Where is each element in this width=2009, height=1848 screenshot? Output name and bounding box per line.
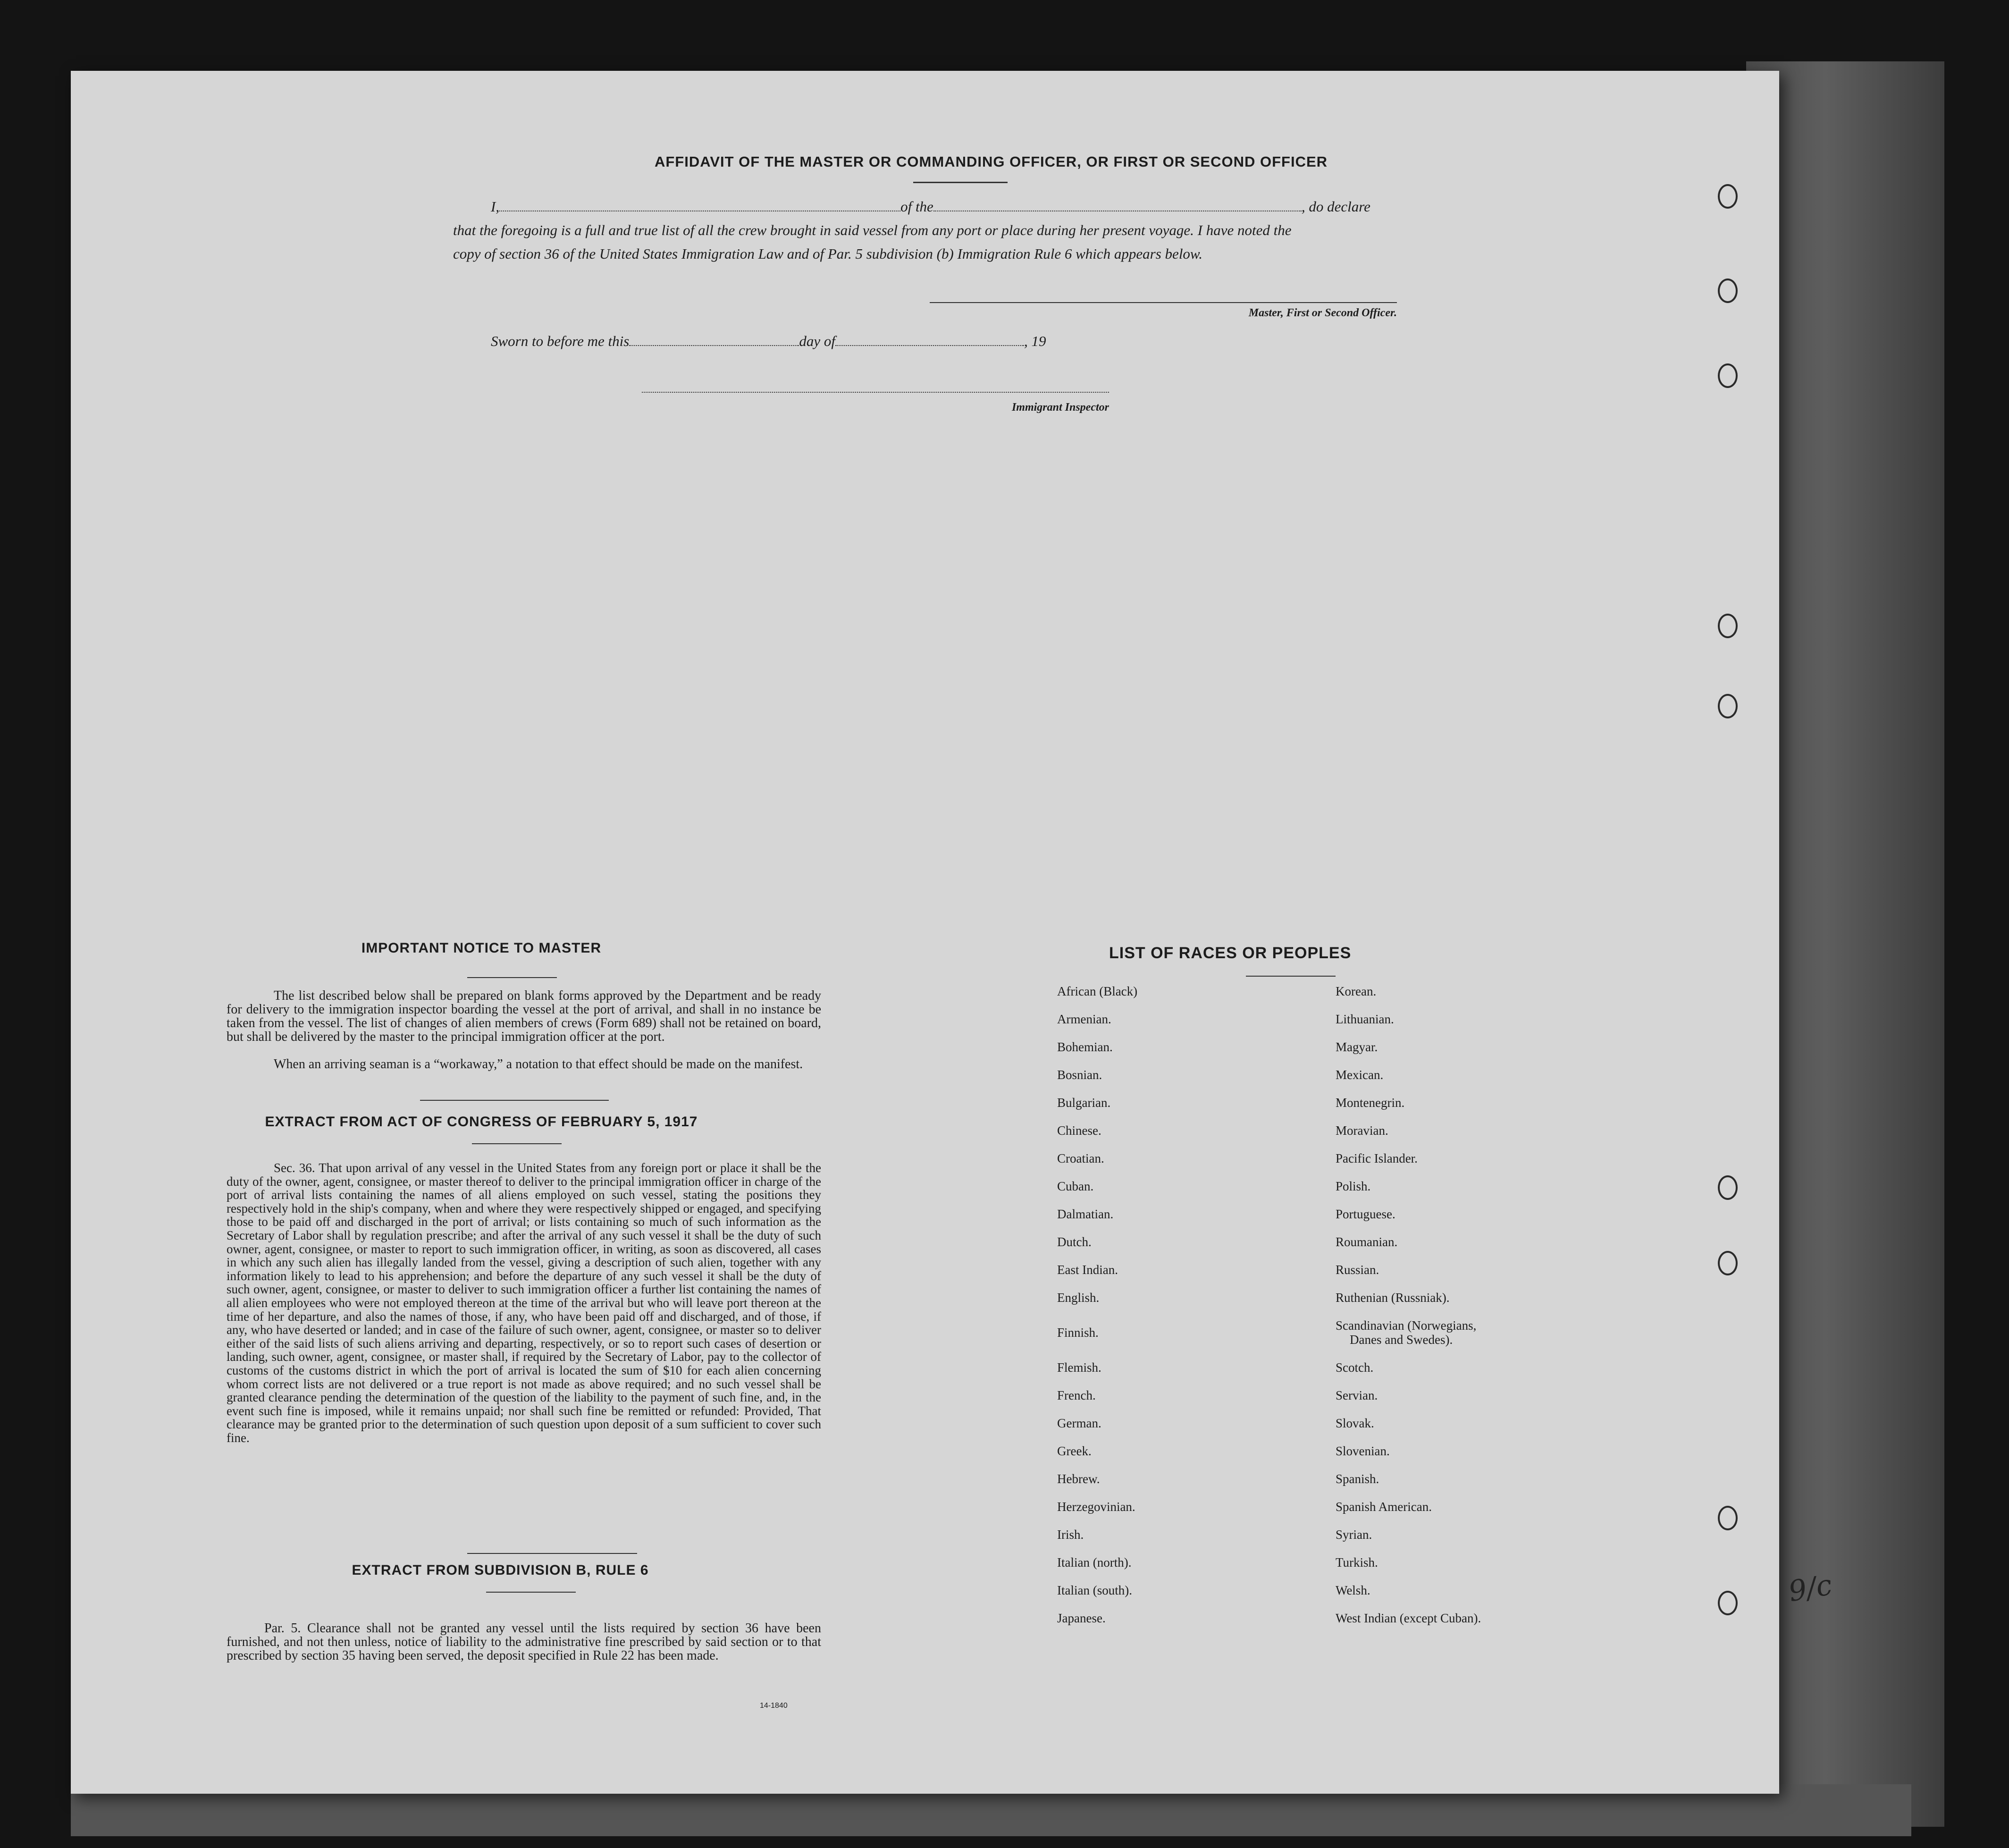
rule-extract-text: Par. 5. Clearance shall not be granted any vessel until the lists required by section 36 have been furnished, and not then unless, notice of liability to the administrative fine prescribed by said section or to that prescribed by section 35 having been served, the deposit specified in Rule 22 has been made.	[227, 1621, 821, 1663]
affidavit-line3: copy of section 36 of the United States Immigration Law and of Par. 5 subdivision (b) Immigration Rule 6 which appears below.	[453, 245, 1203, 262]
race-item: Dalmatian.	[1057, 1207, 1114, 1221]
inspector-signature-line	[642, 392, 1109, 393]
race-item: Dutch.	[1057, 1235, 1092, 1249]
races-left-column	[1057, 984, 1340, 1702]
race-item: Servian.	[1336, 1388, 1378, 1402]
binder-hole	[1718, 614, 1738, 638]
rule-extract-title: EXTRACT FROM SUBDIVISION B, RULE 6	[352, 1562, 649, 1578]
sworn-day-of: day of	[799, 333, 835, 349]
race-item: Croatian.	[1057, 1151, 1104, 1165]
binder-hole	[1718, 694, 1738, 718]
races-right-column	[1336, 984, 1600, 1702]
race-item: Pacific Islander.	[1336, 1151, 1418, 1165]
notice-underline	[467, 977, 557, 978]
race-item: African (Black)	[1057, 984, 1138, 998]
race-item: Syrian.	[1336, 1527, 1372, 1542]
race-item: Irish.	[1057, 1527, 1084, 1542]
rule-extract-underline	[486, 1592, 576, 1593]
sworn-prefix: Sworn to before me this	[491, 333, 630, 349]
act-extract-title: EXTRACT FROM ACT OF CONGRESS OF FEBRUARY 5, 1917	[265, 1114, 698, 1130]
race-item: Hebrew.	[1057, 1472, 1100, 1486]
race-item: Bohemian.	[1057, 1040, 1113, 1054]
binder-hole	[1718, 278, 1738, 303]
race-item: West Indian (except Cuban).	[1336, 1611, 1481, 1625]
race-item: Bulgarian.	[1057, 1096, 1111, 1110]
race-item: Cuban.	[1057, 1179, 1094, 1193]
affidavit-title: AFFIDAVIT OF THE MASTER OR COMMANDING OFFICER, OR FIRST OR SECOND OFFICER	[654, 153, 1328, 170]
race-item: Danes and Swedes).	[1350, 1333, 1453, 1347]
form-number: 14-1840	[760, 1702, 788, 1710]
race-item: Finnish.	[1057, 1325, 1099, 1340]
races-underline	[1246, 976, 1336, 977]
race-item: Chinese.	[1057, 1123, 1101, 1138]
binder-hole	[1718, 1506, 1738, 1530]
race-item: Greek.	[1057, 1444, 1092, 1458]
act-extract-text: Sec. 36. That upon arrival of any vessel in the United States from any foreign port or place it shall be the duty of the owner, agent, consignee, or master thereof to deliver to the principal immigration officer in charge of the port of arrival lists containing the names of all aliens employed on such vessel, stating the positions they respectively hold in the ship's company, when and where they were respectively shipped or engaged, and specifying those to be paid off and discharged in the port of arrival; or lists containing so much of such information as the Secretary of Labor shall by regulation prescribe; and after the arrival of any such vessel it shall be the duty of such owner, agent, consignee, or master to report to such immigration officer, in writing, as soon as discovered, all cases in which any such alien has illegally landed from the vessel, giving a description of such alien, together with any information likely to lead to his apprehension; and before the departure of any such vessel it shall be the duty of such owner, agent, consignee, or master to deliver to such immigration officer a further list containing the names of all alien employees who were not employed thereon at the time of the arrival but who will leave port thereon at the time of her departure, and also the names of those, if any, who have been paid off and discharged, and of those, if any, who have deserted or landed; and in case of the failure of such owner, agent, consignee, or master so to deliver either of the said lists of such aliens arriving and departing, respectively, or so to report such cases of desertion or landing, such owner, agent, consignee, or master shall, if required by the Secretary of Labor, pay to the collector of customs of the customs district in which the port of arrival is located the sum of $10 for each alien concerning whom correct lists are not delivered or a true report is not made as above required; and no such vessel shall be granted clearance pending the determination of the question of the liability to the payment of such fine, and, in the event such fine is imposed, while it remains unpaid; nor shall such fine be remitted or refunded: Provided, That clearance may be granted prior to the determination of such question upon deposit of a sum sufficient to cover such fine.	[227, 1161, 821, 1445]
sworn-line	[491, 333, 1046, 350]
race-item: Spanish American.	[1336, 1500, 1432, 1514]
races-title: LIST OF RACES OR PEOPLES	[1109, 944, 1352, 962]
race-item: Russian.	[1336, 1263, 1379, 1277]
race-item: Flemish.	[1057, 1360, 1101, 1375]
binder-hole	[1718, 1591, 1738, 1615]
race-item: Roumanian.	[1336, 1235, 1398, 1249]
race-item: Italian (south).	[1057, 1583, 1132, 1597]
race-item: Welsh.	[1336, 1583, 1370, 1597]
affidavit-declare: , do declare	[1301, 198, 1370, 215]
race-item: English.	[1057, 1291, 1100, 1305]
sworn-month-blank	[835, 345, 1024, 346]
race-item: Japanese.	[1057, 1611, 1106, 1625]
binder-hole	[1718, 1175, 1738, 1200]
race-item: Herzegovinian.	[1057, 1500, 1135, 1514]
race-item: Korean.	[1336, 984, 1377, 998]
race-item: Polish.	[1336, 1179, 1371, 1193]
race-item: Scotch.	[1336, 1360, 1374, 1375]
race-item: Slovak.	[1336, 1416, 1374, 1430]
race-item: East Indian.	[1057, 1263, 1118, 1277]
race-item: Bosnian.	[1057, 1068, 1102, 1082]
signature-line	[930, 302, 1397, 303]
affidavit-line2: that the foregoing is a full and true list of all the crew brought in said vessel from any port or place during her present voyage. I have noted the	[453, 222, 1292, 238]
race-item: Lithuanian.	[1336, 1012, 1394, 1026]
race-item: Magyar.	[1336, 1040, 1378, 1054]
sworn-day-blank	[629, 345, 799, 346]
race-item: Moravian.	[1336, 1123, 1388, 1138]
title-underline	[913, 182, 1008, 183]
affidavit-of-the: of the	[900, 198, 933, 215]
race-item: German.	[1057, 1416, 1101, 1430]
binder-hole	[1718, 1251, 1738, 1275]
race-item: Scandinavian (Norwegians,	[1336, 1318, 1477, 1333]
affidavit-i: I,	[491, 198, 500, 215]
binder-hole	[1718, 363, 1738, 388]
affidavit-line1	[491, 198, 1370, 215]
signature-label: Master, First or Second Officer.	[1248, 307, 1397, 319]
race-item: Italian (north).	[1057, 1555, 1132, 1570]
notice-paragraph-1: The list described below shall be prepared on blank forms approved by the Department and be ready for delivery to the immigration inspector boarding the vessel at the port of arrival, and shall in no instance be taken from the vessel. The list of changes of alien members of crews (Form 689) shall not be retained on board, but shall be delivered by the master to the principal immigration officer at the port.	[227, 988, 821, 1044]
margin-annotation: 9/c	[1786, 1568, 1835, 1609]
binder-hole	[1718, 184, 1738, 209]
race-item: Ruthenian (Russniak).	[1336, 1291, 1450, 1305]
race-item: Montenegrin.	[1336, 1096, 1405, 1110]
race-item: Armenian.	[1057, 1012, 1111, 1026]
race-item: Mexican.	[1336, 1068, 1384, 1082]
notice-paragraph-2: When an arriving seaman is a “workaway,” a notation to that effect should be made on the manifest.	[274, 1057, 803, 1072]
race-item: French.	[1057, 1388, 1096, 1402]
race-item: Turkish.	[1336, 1555, 1378, 1570]
notice-title: IMPORTANT NOTICE TO MASTER	[361, 940, 602, 956]
sworn-year: , 19	[1024, 333, 1046, 349]
document-page	[71, 71, 1835, 1794]
race-item: Slovenian.	[1336, 1444, 1390, 1458]
section-divider	[467, 1553, 637, 1554]
race-item: Spanish.	[1336, 1472, 1379, 1486]
inspector-label: Immigrant Inspector	[1011, 401, 1109, 413]
race-item: Portuguese.	[1336, 1207, 1395, 1221]
section-divider	[420, 1100, 609, 1101]
act-extract-underline	[472, 1143, 562, 1144]
